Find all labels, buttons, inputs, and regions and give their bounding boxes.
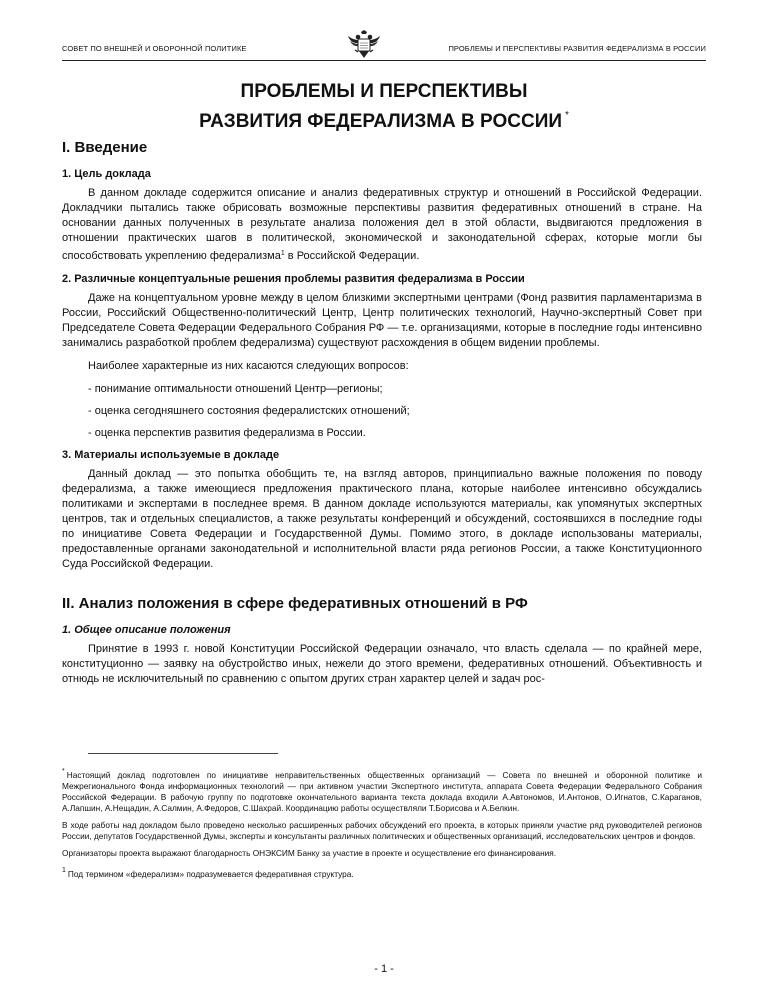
- page-number: - 1 -: [374, 963, 394, 975]
- title-line-2: РАЗВИТИЯ ФЕДЕРАЛИЗМА В РОССИИ: [199, 111, 563, 132]
- double-headed-eagle-emblem-icon: [347, 30, 381, 60]
- title-footnote-marker[interactable]: *: [565, 110, 569, 121]
- section-spacer: [62, 580, 702, 594]
- title-line-1: ПРОБЛЕМЫ И ПЕРСПЕКТИВЫ: [240, 81, 528, 102]
- subsection-heading-overview: 1. Общее описание положения: [62, 624, 231, 636]
- section-heading-analysis: II. Анализ положения в сфере федеративных отношений в РФ: [62, 595, 528, 612]
- paragraph-goal: [62, 186, 702, 264]
- footnote-star-1-text: Настоящий доклад подготовлен по инициативе неправительственных общественных организаций — Совета по внешней и оборонной политике и Межрегионального Фонда информационных технологий — при активном участии Экспертного института, аппарата Совета Федерации Федерального Собрания Российской Федерации. В рабочую группу по подготовке окончательного варианта текста доклада входили А.Автономов, И.Антонов, О.Игнатов, С.Караганов, А.Лапшин, А.Нещадин, А.Салмин, А.Федоров, С.Шахрай. Координацию работы осуществляли Т.Борисова и А.Белкин.: [62, 770, 702, 813]
- paragraph-materials: Данный доклад — это попытка обобщить те, на взгляд авторов, принципиально важные положения по поводу федерализма, а также имеющиеся предложения практического плана, которые наиболее интенсивно обсуждались политиками и экспертами в последнее время. В данном докладе используются материалы, как упомянутых экспертных центров, так и отдельных специалистов, а также результаты конференций и обсуждений, состоявшихся в последние годы по инициативе Совета Федерации и Государственной Думы. Помимо этого, в докладе использованы материалы, предоставленные органами законодательной и исполнительной власти ряда регионов России, а также Конституционного Суда Российской Федерации.: [62, 468, 702, 570]
- list-item: - понимание оптимальности отношений Центр—регионы;: [88, 383, 383, 395]
- footnote-star-3: Организаторы проекта выражают благодарность ОНЭКСИМ Банку за участие в проекте и осуществление его финансирования.: [62, 848, 557, 858]
- footnote-divider: [88, 753, 278, 754]
- running-header: [62, 36, 706, 66]
- section-heading-introduction: I. Введение: [62, 139, 148, 156]
- subsection-heading-concepts: 2. Различные концептуальные решения проблемы развития федерализма в России: [62, 273, 525, 285]
- header-right-text: ПРОБЛЕМЫ И ПЕРСПЕКТИВЫ РАЗВИТИЯ ФЕДЕРАЛИЗМА В РОССИИ: [448, 44, 706, 53]
- header-left-text: СОВЕТ ПО ВНЕШНЕЙ И ОБОРОННОЙ ПОЛИТИКЕ: [62, 44, 247, 53]
- paragraph-concepts: Даже на концептуальном уровне между в целом близкими экспертными центрами (Фонд развития парламентаризма в России, Российский Общественно-политический Центр, Центр политических технологий, Научно-экспертный Совет при Председателе Совета Федерации Федерального Собрания РФ — т.е. организациями, которые в последние годы интенсивно занимались разработкой проблем федерализма) существуют расхождения в общем видении проблемы.: [62, 292, 702, 349]
- header-divider: [62, 60, 706, 61]
- subsection-heading-goal: 1. Цель доклада: [62, 168, 151, 180]
- footnote-1-text: Под термином «федерализм» подразумевается федеративная структура.: [67, 869, 354, 879]
- main-content: [62, 138, 702, 886]
- list-item: - оценка сегодняшнего состояния федералистских отношений;: [88, 405, 410, 417]
- footnote-1: [62, 865, 702, 880]
- title-line-2-row: [62, 104, 706, 134]
- footnote-1-marker: 1: [62, 867, 66, 874]
- list-item: - оценка перспектив развития федерализма в России.: [88, 427, 366, 439]
- footnotes: [62, 766, 702, 880]
- footnote-star-1: [62, 766, 702, 814]
- subsection-heading-materials: 3. Материалы используемые в докладе: [62, 449, 280, 461]
- footnote-star-2: В ходе работы над докладом было проведено несколько расширенных рабочих обсуждений его проекта, в которых приняли участие ряд руководителей регионов России, депутатов Государственной Думы, эксперты и консультанты различных политических и общественных организаций, исследовательских центров и фондов.: [62, 820, 702, 841]
- footnote-star-marker: *: [62, 768, 65, 775]
- paragraph-questions-intro: Наиболее характерные из них касаются следующих вопросов:: [88, 360, 409, 372]
- footnote-ref-1[interactable]: 1: [280, 250, 285, 257]
- paragraph-goal-text-end: в Российской Федерации.: [284, 250, 420, 262]
- document-title: [62, 80, 706, 134]
- paragraph-overview: Принятие в 1993 г. новой Конституции Российской Федерации означало, что власть сделала — по крайней мере, конституционно — заявку на обустройство иных, нежели до этого времени, федеративных отношений. Объективность и отнюдь не исключительный по сравнению с опытом других стран характер целей и задач рос-: [62, 643, 702, 685]
- paragraph-goal-text: В данном докладе содержится описание и анализ федеративных структур и отношений в Российской Федерации. Докладчики пытались также обрисовать возможные перспективы развития федеративных отношений в стране. На основании данных полученных в результате анализа положения дел в этой области, выдвигаются предложения в отношении практических шагов в политической, экономической и законодательной сферах, которые могли бы способствовать укреплению федерализма: [62, 187, 702, 262]
